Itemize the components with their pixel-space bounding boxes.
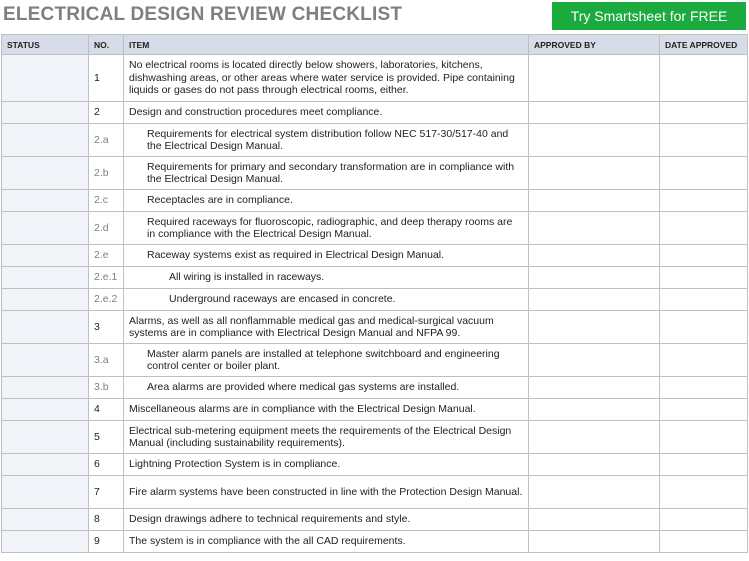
table-row: [2, 289, 748, 311]
approved-by-cell[interactable]: [529, 454, 660, 476]
item-number: 1: [89, 55, 124, 102]
table-row: [2, 245, 748, 267]
approved-by-cell[interactable]: [529, 55, 660, 102]
status-cell[interactable]: [2, 344, 89, 377]
number-column-header: NO.: [89, 35, 124, 55]
item-text: Raceway systems exist as required in Electrical Design Manual.: [124, 245, 529, 267]
approved-by-cell[interactable]: [529, 531, 660, 553]
date-approved-cell[interactable]: [660, 399, 748, 421]
table-row: [2, 399, 748, 421]
try-smartsheet-button[interactable]: Try Smartsheet for FREE: [552, 2, 746, 30]
date-approved-cell[interactable]: [660, 454, 748, 476]
item-number: 2.e.1: [89, 267, 124, 289]
header-row: [2, 35, 748, 55]
status-cell[interactable]: [2, 267, 89, 289]
table-row: [2, 509, 748, 531]
item-number: 4: [89, 399, 124, 421]
item-text: All wiring is installed in raceways.: [124, 267, 529, 289]
item-number: 5: [89, 421, 124, 454]
item-text: Electrical sub-metering equipment meets the requirements of the Electrical Design Manual (including sustainability requirements).: [124, 421, 529, 454]
status-cell[interactable]: [2, 509, 89, 531]
table-row: [2, 311, 748, 344]
date-approved-cell[interactable]: [660, 55, 748, 102]
item-number: 3: [89, 311, 124, 344]
item-text: No electrical rooms is located directly below showers, laboratories, kitchens, dishwashing areas, or other areas where water service is provided. Pipe containing liquids or gases do not pass through electrical rooms, either.: [124, 55, 529, 102]
item-text: Miscellaneous alarms are in compliance with the Electrical Design Manual.: [124, 399, 529, 421]
date-approved-cell[interactable]: [660, 190, 748, 212]
status-cell[interactable]: [2, 476, 89, 509]
table-row: [2, 531, 748, 553]
approved-by-cell[interactable]: [529, 289, 660, 311]
date-approved-cell[interactable]: [660, 212, 748, 245]
status-cell[interactable]: [2, 454, 89, 476]
date-approved-cell[interactable]: [660, 289, 748, 311]
status-cell[interactable]: [2, 212, 89, 245]
table-row: [2, 124, 748, 157]
table-row: [2, 421, 748, 454]
item-number: 2.b: [89, 157, 124, 190]
date-approved-cell[interactable]: [660, 344, 748, 377]
approved-by-cell[interactable]: [529, 377, 660, 399]
approved-by-cell[interactable]: [529, 212, 660, 245]
item-text: Master alarm panels are installed at telephone switchboard and engineering control center or boiler plant.: [124, 344, 529, 377]
item-number: 6: [89, 454, 124, 476]
date-approved-cell[interactable]: [660, 421, 748, 454]
date-approved-column-header: DATE APPROVED: [660, 35, 748, 55]
status-cell[interactable]: [2, 289, 89, 311]
item-text: Receptacles are in compliance.: [124, 190, 529, 212]
item-text: The system is in compliance with the all CAD requirements.: [124, 531, 529, 553]
item-number: 2: [89, 102, 124, 124]
item-number: 2.e: [89, 245, 124, 267]
item-number: 3.a: [89, 344, 124, 377]
table-row: [2, 157, 748, 190]
status-cell[interactable]: [2, 377, 89, 399]
date-approved-cell[interactable]: [660, 102, 748, 124]
table-row: [2, 102, 748, 124]
checklist-table: [1, 34, 748, 553]
approved-by-column-header: APPROVED BY: [529, 35, 660, 55]
item-text: Required raceways for fluoroscopic, radiographic, and deep therapy rooms are in compliance with the Electrical Design Manual.: [124, 212, 529, 245]
date-approved-cell[interactable]: [660, 245, 748, 267]
approved-by-cell[interactable]: [529, 157, 660, 190]
date-approved-cell[interactable]: [660, 311, 748, 344]
item-number: 8: [89, 509, 124, 531]
item-text: Design and construction procedures meet compliance.: [124, 102, 529, 124]
status-cell[interactable]: [2, 399, 89, 421]
status-cell[interactable]: [2, 102, 89, 124]
item-number: 9: [89, 531, 124, 553]
date-approved-cell[interactable]: [660, 157, 748, 190]
approved-by-cell[interactable]: [529, 245, 660, 267]
item-number: 2.d: [89, 212, 124, 245]
item-column-header: ITEM: [124, 35, 529, 55]
page-title: ELECTRICAL DESIGN REVIEW CHECKLIST: [3, 4, 403, 25]
table-row: [2, 454, 748, 476]
status-cell[interactable]: [2, 245, 89, 267]
status-cell[interactable]: [2, 311, 89, 344]
item-number: 2.e.2: [89, 289, 124, 311]
table-row: [2, 267, 748, 289]
date-approved-cell[interactable]: [660, 476, 748, 509]
item-text: Design drawings adhere to technical requirements and style.: [124, 509, 529, 531]
table-row: [2, 377, 748, 399]
date-approved-cell[interactable]: [660, 509, 748, 531]
date-approved-cell[interactable]: [660, 531, 748, 553]
item-text: Requirements for electrical system distribution follow NEC 517-30/517-40 and the Electrical Design Manual.: [124, 124, 529, 157]
approved-by-cell[interactable]: [529, 399, 660, 421]
approved-by-cell[interactable]: [529, 190, 660, 212]
status-column-header: STATUS: [2, 35, 89, 55]
item-number: 2.c: [89, 190, 124, 212]
approved-by-cell[interactable]: [529, 344, 660, 377]
status-cell[interactable]: [2, 55, 89, 102]
approved-by-cell[interactable]: [529, 421, 660, 454]
approved-by-cell[interactable]: [529, 267, 660, 289]
approved-by-cell[interactable]: [529, 509, 660, 531]
table-row: [2, 55, 748, 102]
status-cell[interactable]: [2, 124, 89, 157]
item-number: 2.a: [89, 124, 124, 157]
date-approved-cell[interactable]: [660, 124, 748, 157]
status-cell[interactable]: [2, 157, 89, 190]
item-text: Requirements for primary and secondary transformation are in compliance with the Electrical Design Manual.: [124, 157, 529, 190]
approved-by-cell[interactable]: [529, 102, 660, 124]
item-text: Fire alarm systems have been constructed in line with the Protection Design Manual.: [124, 476, 529, 509]
item-number: 3.b: [89, 377, 124, 399]
item-text: Alarms, as well as all nonflammable medical gas and medical-surgical vacuum systems are in compliance with Electrical Design Manual and NFPA 99.: [124, 311, 529, 344]
item-text: Underground raceways are encased in concrete.: [124, 289, 529, 311]
table-row: [2, 476, 748, 509]
approved-by-cell[interactable]: [529, 476, 660, 509]
date-approved-cell[interactable]: [660, 377, 748, 399]
status-cell[interactable]: [2, 421, 89, 454]
approved-by-cell[interactable]: [529, 124, 660, 157]
item-text: Lightning Protection System is in compliance.: [124, 454, 529, 476]
table-row: [2, 344, 748, 377]
table-row: [2, 190, 748, 212]
table-row: [2, 212, 748, 245]
approved-by-cell[interactable]: [529, 311, 660, 344]
status-cell[interactable]: [2, 190, 89, 212]
item-number: 7: [89, 476, 124, 509]
status-cell[interactable]: [2, 531, 89, 553]
date-approved-cell[interactable]: [660, 267, 748, 289]
item-text: Area alarms are provided where medical gas systems are installed.: [124, 377, 529, 399]
